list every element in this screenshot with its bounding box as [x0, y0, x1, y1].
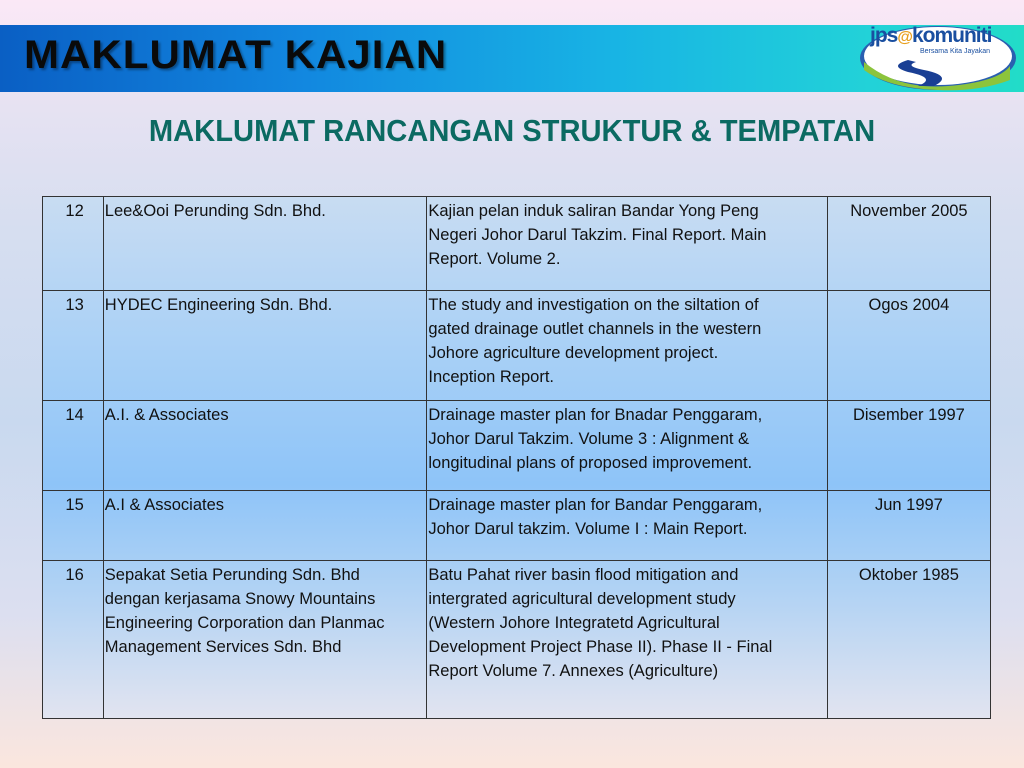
row-number: 15: [43, 491, 104, 561]
consultant-cell: [103, 561, 427, 719]
consultant-cell-line: A.I & Associates: [104, 496, 225, 514]
row-number: 12: [43, 197, 104, 291]
study-title-cell: [427, 491, 827, 561]
study-title-cell-line: Drainage master plan for Bandar Penggaram,: [428, 496, 763, 514]
study-table: [42, 196, 991, 719]
date-cell: Ogos 2004: [827, 291, 990, 401]
study-title-cell-line: Kajian pelan induk saliran Bandar Yong Peng: [428, 202, 759, 220]
consultant-cell: [103, 491, 427, 561]
row-number: 13: [43, 291, 104, 401]
date-cell: November 2005: [827, 197, 990, 291]
study-title-cell-line: gated drainage outlet channels in the western: [428, 320, 762, 338]
study-title-cell-line: Report Volume 7. Annexes (Agriculture): [428, 662, 719, 680]
consultant-cell: [103, 401, 427, 491]
table-row: [43, 561, 991, 719]
date-cell: Oktober 1985: [827, 561, 990, 719]
study-title-cell: [427, 197, 827, 291]
study-title-cell-line: Report. Volume 2.: [428, 250, 561, 268]
consultant-cell: [103, 291, 427, 401]
date-cell: Jun 1997: [827, 491, 990, 561]
table-row: [43, 491, 991, 561]
section-title: MAKLUMAT RANCANGAN STRUKTUR & TEMPATAN: [148, 113, 876, 148]
study-title-cell-line: Development Project Phase II). Phase II - Final: [428, 638, 773, 656]
consultant-cell-line: HYDEC Engineering Sdn. Bhd.: [104, 296, 333, 314]
consultant-cell-line: Management Services Sdn. Bhd: [104, 638, 342, 656]
row-number: 16: [43, 561, 104, 719]
study-title-cell-line: longitudinal plans of proposed improvement.: [428, 454, 753, 472]
consultant-cell-line: Sepakat Setia Perunding Sdn. Bhd: [104, 566, 360, 584]
study-title-cell-line: Johore agriculture development project.: [428, 344, 719, 362]
table-row: [43, 197, 991, 291]
date-cell: Disember 1997: [827, 401, 990, 491]
consultant-cell-line: dengan kerjasama Snowy Mountains: [104, 590, 376, 608]
study-title-cell-line: Negeri Johor Darul Takzim. Final Report. Main: [428, 226, 767, 244]
consultant-cell-line: A.I. & Associates: [104, 406, 229, 424]
study-title-cell: [427, 561, 827, 719]
study-title-cell-line: The study and investigation on the siltation of: [428, 296, 759, 314]
page-title: MAKLUMAT KAJIAN: [24, 33, 448, 77]
study-title-cell-line: Batu Pahat river basin flood mitigation and: [428, 566, 739, 584]
study-title-cell-line: (Western Johore Integratetd Agricultural: [428, 614, 720, 632]
header-banner: [0, 25, 1024, 92]
study-title-cell-line: Johor Darul takzim. Volume I : Main Report.: [428, 520, 748, 538]
row-number: 14: [43, 401, 104, 491]
consultant-cell-line: Engineering Corporation dan Planmac: [104, 614, 385, 632]
consultant-cell-line: Lee&Ooi Perunding Sdn. Bhd.: [104, 202, 326, 220]
consultant-cell: [103, 197, 427, 291]
jps-komuniti-logo: jps@komuniti Bersama Kita Jayakan: [858, 22, 1018, 92]
study-title-cell: [427, 401, 827, 491]
study-title-cell-line: Inception Report.: [428, 368, 555, 386]
study-title-cell-line: Drainage master plan for Bnadar Penggaram,: [428, 406, 763, 424]
table-row: [43, 401, 991, 491]
table-row: [43, 291, 991, 401]
study-title-cell: [427, 291, 827, 401]
study-title-cell-line: intergrated agricultural development study: [428, 590, 736, 608]
study-title-cell-line: Johor Darul Takzim. Volume 3 : Alignment &: [428, 430, 750, 448]
